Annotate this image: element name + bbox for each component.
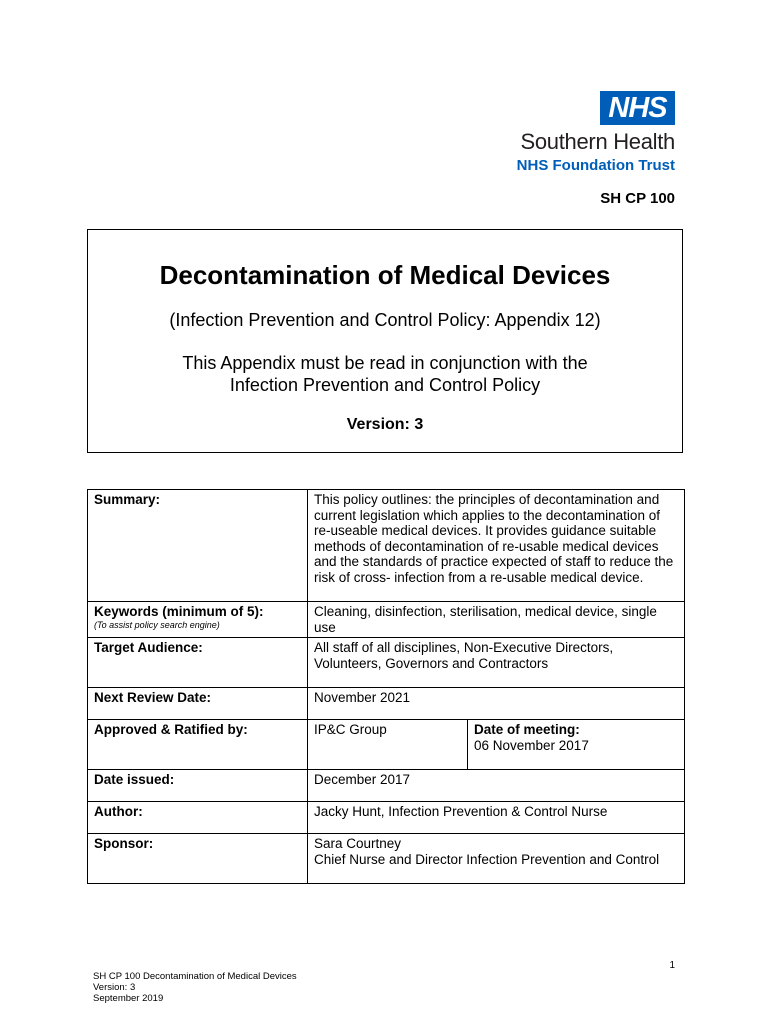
table-row-audience [88, 638, 685, 688]
sponsor-value [308, 834, 685, 884]
table-row-keywords [88, 602, 685, 638]
document-info-table [87, 489, 685, 884]
organisation-name: Southern Health [520, 129, 675, 154]
table-row-author [88, 802, 685, 834]
table-row-review [88, 688, 685, 720]
table-row-approved [88, 720, 685, 770]
sponsor-name: Sara Courtney [314, 836, 402, 851]
document-code: SH CP 100 [600, 190, 675, 207]
sponsor-label: Sponsor: [88, 834, 308, 884]
approved-label: Approved & Ratified by: [88, 720, 308, 770]
footer [93, 971, 297, 1004]
meeting-value: 06 November 2017 [474, 737, 589, 753]
author-value: Jacky Hunt, Infection Prevention & Control Nurse [308, 802, 685, 834]
summary-value: This policy outlines: the principles of decontamination and current legislation which applies to the decontamination of re-useable medical devices. It provides guidance suitable methods of decontamination of re-usable medical devices and the standards of practice expected of staff to reduce the risk of cross- infection from a re-usable medical device. [308, 490, 685, 602]
approved-value: IP&C Group [308, 720, 468, 770]
table-row-issued [88, 770, 685, 802]
audience-label: Target Audience: [88, 638, 308, 688]
table-row-sponsor [88, 834, 685, 884]
keywords-label: Keywords (minimum of 5): [94, 604, 264, 619]
nhs-logo-text: NHS [608, 91, 667, 124]
sponsor-title: Chief Nurse and Director Infection Prevention and Control [314, 851, 660, 867]
keywords-value: Cleaning, disinfection, sterilisation, medical device, single use [308, 602, 685, 638]
version-label: Version: 3 [346, 416, 424, 433]
footer-line-2: Version: 3 [93, 982, 136, 993]
organisation-subtitle: NHS Foundation Trust [516, 157, 675, 174]
meeting-label: Date of meeting: [474, 722, 580, 737]
author-label: Author: [88, 802, 308, 834]
conjunction-notice [88, 352, 682, 396]
footer-line-3: September 2019 [93, 993, 164, 1004]
title-box [87, 229, 683, 453]
nhs-logo [600, 91, 675, 125]
document-subtitle: (Infection Prevention and Control Policy: Appendix 12) [169, 310, 601, 330]
notice-line-1: This Appendix must be read in conjunction with the [182, 353, 588, 373]
issued-value: December 2017 [308, 770, 685, 802]
keywords-note: (To assist policy search engine) [94, 619, 220, 630]
page-number: 1 [669, 960, 675, 971]
table-row-summary [88, 490, 685, 602]
review-label: Next Review Date: [88, 688, 308, 720]
notice-line-2: Infection Prevention and Control Policy [229, 375, 541, 395]
summary-label: Summary: [88, 490, 308, 602]
issued-label: Date issued: [88, 770, 308, 802]
meeting-cell [468, 720, 685, 770]
audience-value: All staff of all disciplines, Non-Executive Directors, Volunteers, Governors and Contractors [308, 638, 685, 688]
footer-line-1: SH CP 100 Decontamination of Medical Devices [93, 971, 297, 982]
document-title: Decontamination of Medical Devices [159, 260, 611, 290]
keywords-cell [88, 602, 308, 638]
review-value: November 2021 [308, 688, 685, 720]
